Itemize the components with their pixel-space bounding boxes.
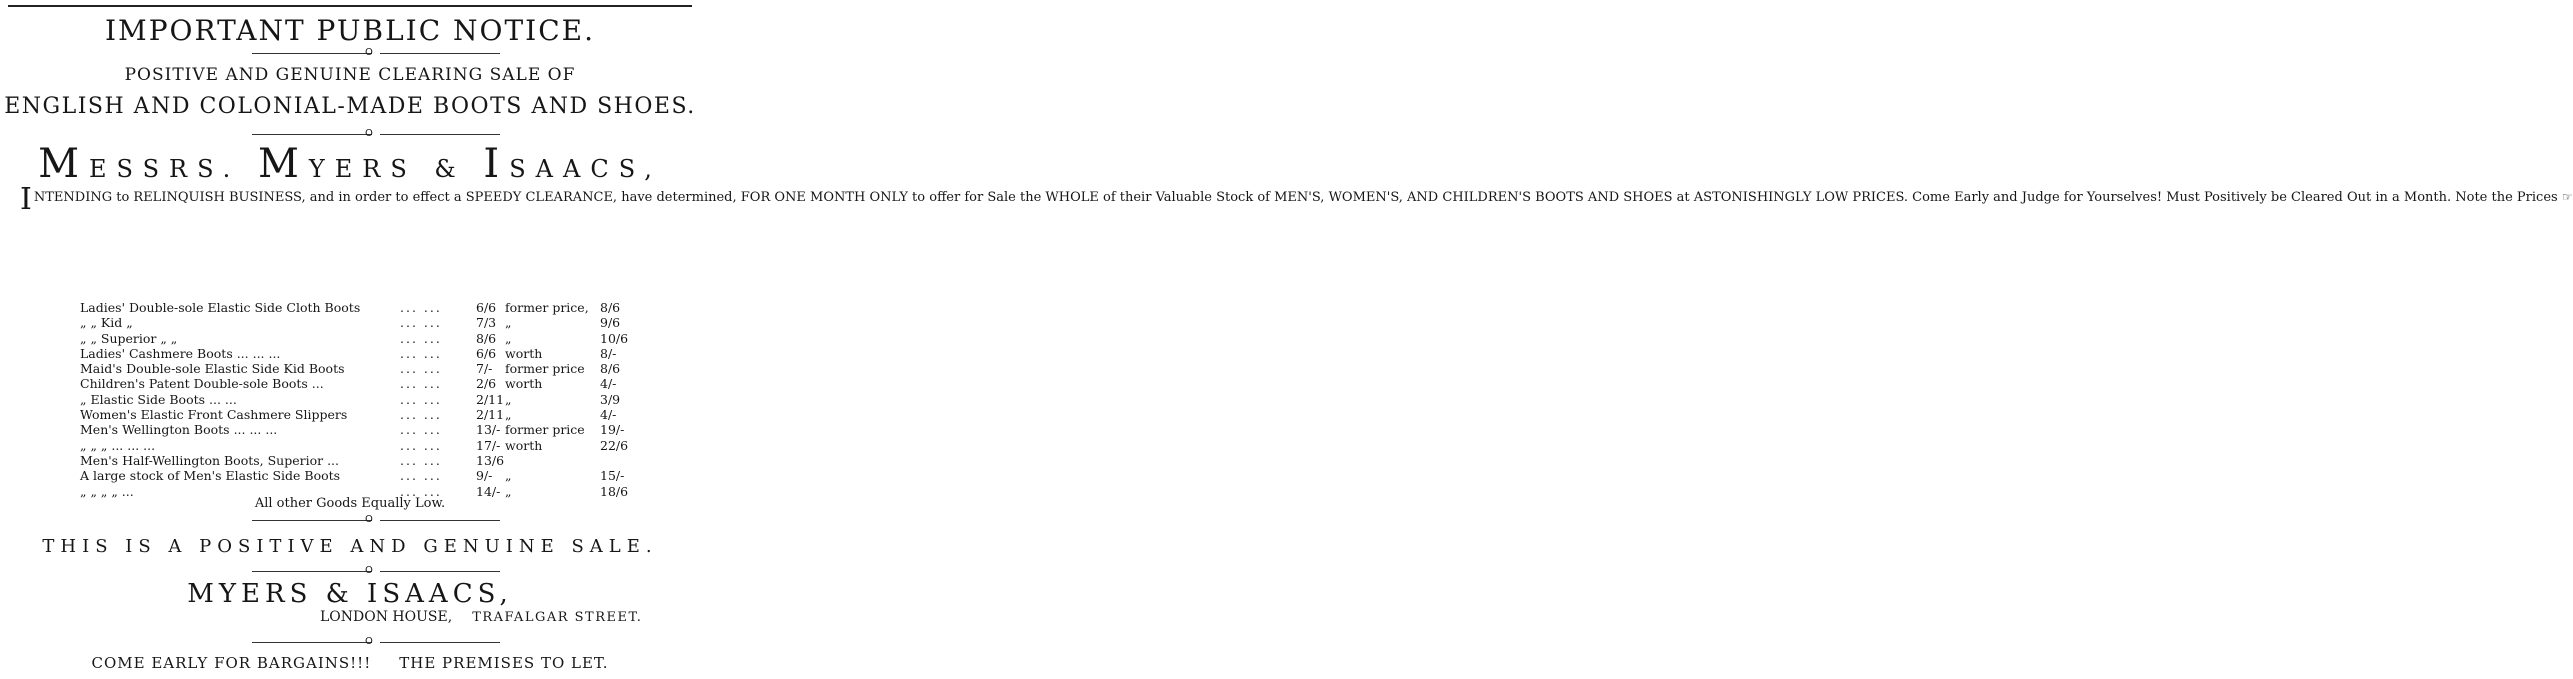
separator: O (0, 129, 700, 139)
subtitle-line-2: ENGLISH AND COLONIAL-MADE BOOTS AND SHOES. (4, 94, 696, 119)
notice-title: IMPORTANT PUBLIC NOTICE. (104, 14, 595, 47)
drop-cap: I (20, 182, 32, 217)
firm-heading: MESSRS. MYERS & ISAACS, (38, 141, 662, 187)
subtitle-line-1: POSITIVE AND GENUINE CLEARING SALE OF (124, 65, 576, 85)
address (320, 609, 642, 625)
premises-text: THE PREMISES TO LET. (399, 654, 609, 672)
pointing-hand-icon: ☞ (2561, 190, 2573, 204)
separator: O (0, 515, 700, 525)
firm-name: MYERS & ISAACS, (187, 579, 513, 609)
intro-paragraph (20, 182, 2573, 217)
address-street: TRAFALGAR STREET. (472, 610, 643, 625)
address-house: LONDON HOUSE, (320, 609, 453, 625)
all-other-goods: All other Goods Equally Low. (254, 496, 446, 511)
bottom-line (0, 652, 700, 674)
bargains-text: COME EARLY FOR BARGAINS!!! (91, 654, 372, 672)
separator: O (0, 566, 700, 576)
separator: O (0, 637, 700, 647)
separator: O (0, 48, 700, 58)
newspaper-advertisement: IMPORTANT PUBLIC NOTICE. O POSITIVE AND GENUINE CLEARING SALE OF ENGLISH AND COLONIAL-MADE BOOTS AND SHOES. O MESSRS. MYERS & ISAACS, INTENDING to RELINQUISH BUSINESS, and in order to effect a SPEEDY CLEARANCE, have determined, FOR ONE MONTH ONLY to offer for Sale the WHOLE of their Valuable Stock of MEN'S, WOMEN'S, AND CHILDREN'S BOOTS AND SHOES at ASTONISHINGLY LOW PRICES. Come Early and Judge for Yourselves! Must Positively be Cleared Out in a Month. Note the Prices ☞ Ladies' Double-sole Elastic Side Cloth Boots ... ... 6/6 former price, 8/6 „ „ Kid „ ... ... 7/3 „ 9/6 „ „ Superior „ „ ... ... 8/6 „ 10/6 Ladies' Cashmere Boots ... ... ... ... ... 6/6 worth 8/- Maid's Double-sole Elastic Side Kid Boots ... ... 7/- former price 8/6 Children's Patent Double-sole Boots ... ... ... 2/6 worth 4/- „ Elastic Side Boots ... ... ... ... 2/11 „ 3/9 Women's Elastic Front Cashmere Slippers ... ... 2/11 „ 4/- Men's Wellington Boots ... ... ... ... ... 13/- former price 19/- „ „ „ ... ... ... ... ... 17/- worth 22/6 Men's Half-Wellington Boots, Superior ... ... ... 13/6 A large stock of Men's Elastic Side Boots ... ... 9/- „ 15/- „ „ „ „ ... ... ... 14/- „ 18/6 All other Goods Equally Low. O THIS IS A POSITIVE AND GENUINE SALE. O MYERS & ISAACS, LONDON HOUSE, TRAFALGAR STREET. O COME EARLY FOR BARGAINS!!! THE PREMISES TO LET. (0, 0, 700, 679)
intro-text: NTENDING to RELINQUISH BUSINESS, and in order to effect a SPEEDY CLEARANCE, have determined, FOR ONE MONTH ONLY to offer for Sale the WHOLE of their Valuable Stock of MEN'S, WOMEN'S, AND CHILDREN'S BOOTS AND SHOES at ASTONISHINGLY LOW PRICES. Come Early and Judge for Yourselves! Must Positively be Cleared Out in a Month. Note the Prices (33, 190, 2558, 205)
positive-sale-line: THIS IS A POSITIVE AND GENUINE SALE. (42, 536, 658, 557)
top-rule (8, 5, 692, 7)
